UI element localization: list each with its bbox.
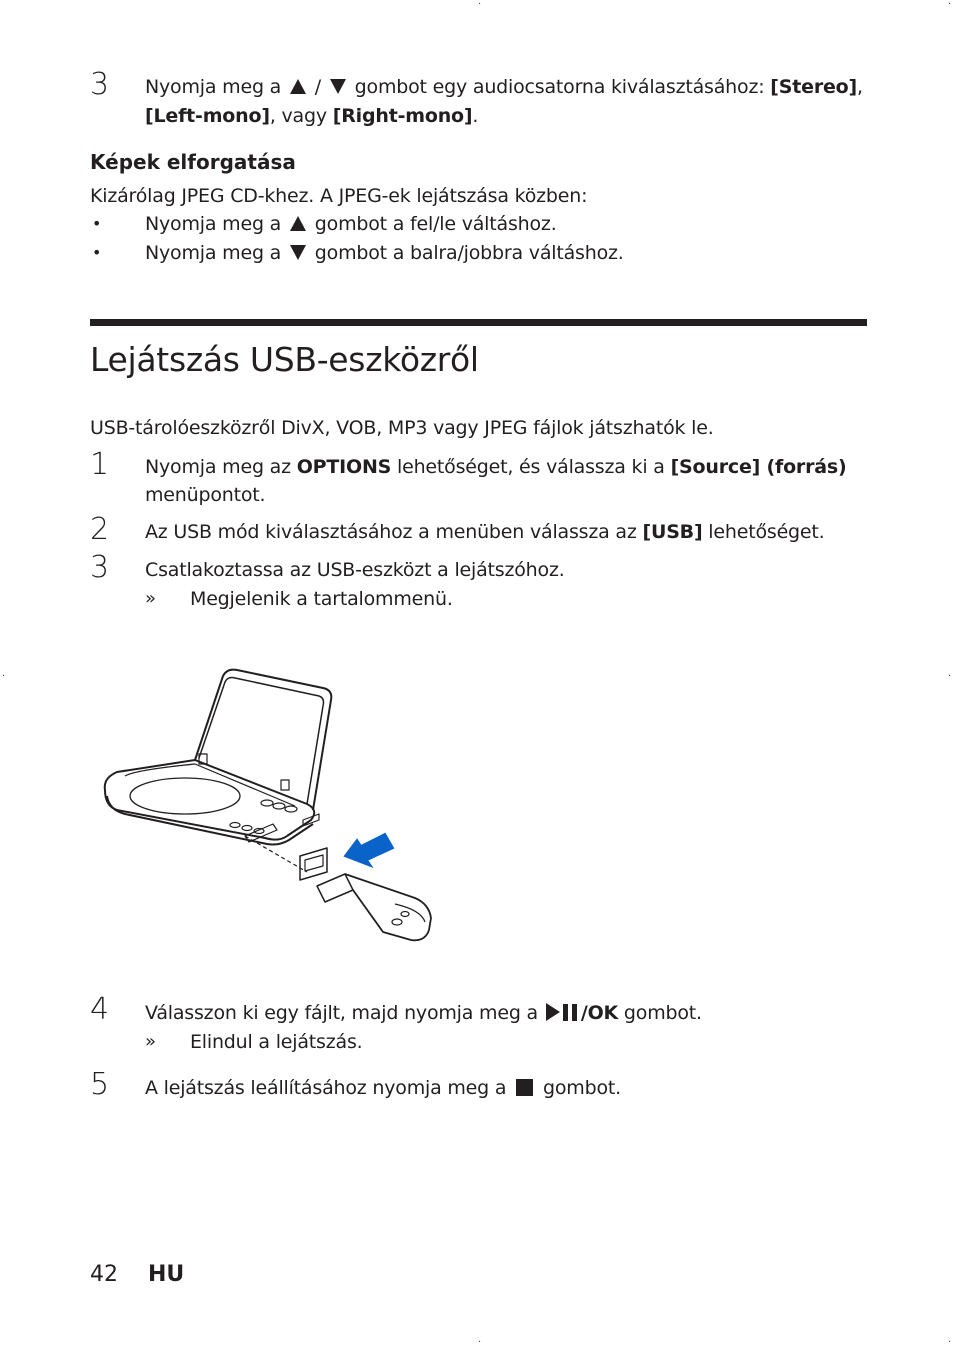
rotate-bullet-2 — [145, 241, 624, 265]
step-text-part: lehetőséget. — [708, 521, 825, 543]
up-triangle-icon — [290, 216, 306, 231]
down-triangle-icon — [330, 79, 346, 94]
step-text-part: , vagy — [269, 105, 327, 127]
step-text-part: Az USB mód kiválasztásához a menüben válassza az — [145, 521, 637, 543]
step-number: 3 — [90, 550, 110, 585]
step-number: 5 — [90, 1067, 110, 1102]
step-number: 3 — [90, 67, 110, 102]
step-text-part: gombot. — [623, 1002, 702, 1024]
bullet-dot: • — [92, 214, 102, 233]
step-text-line2 — [145, 104, 478, 128]
section-title-usb: Lejátszás USB-eszközről — [90, 340, 479, 379]
rotate-intro: Kizárólag JPEG CD-khez. A JPEG-ek lejátszása közben: — [90, 185, 588, 207]
step-text-part: Nyomja meg a — [145, 76, 282, 98]
step-number: 4 — [90, 992, 110, 1027]
step-text-part: lehetőséget, és válassza ki a — [397, 456, 665, 478]
step-number: 1 — [90, 447, 110, 482]
option-left-mono: [Left-mono] — [145, 105, 270, 127]
option-stereo: [Stereo] — [770, 76, 858, 98]
usb-intro: USB-tárolóeszközről DivX, VOB, MP3 vagy JPEG fájlok játszhatók le. — [90, 417, 714, 439]
bullet-text-part: Nyomja meg a — [145, 213, 282, 235]
usb-step-3: Csatlakoztassa az USB-eszközt a lejátszóhoz. — [145, 559, 565, 581]
step-number: 2 — [90, 512, 110, 547]
options-label: OPTIONS — [296, 456, 392, 478]
section-heading-rotate: Képek elforgatása — [90, 150, 296, 174]
usb-step-3-result: Megjelenik a tartalommenü. — [190, 588, 453, 610]
usb-label: [USB] — [642, 521, 703, 543]
result-arrow-icon: » — [145, 588, 157, 609]
rotate-bullet-1 — [145, 212, 557, 236]
crop-mark: · — [2, 671, 6, 682]
separator: / — [314, 76, 321, 98]
stop-icon — [516, 1079, 533, 1096]
crop-mark: · — [948, 1337, 952, 1348]
option-right-mono: [Right-mono] — [332, 105, 473, 127]
result-arrow-icon: » — [145, 1031, 157, 1052]
crop-mark: · — [948, 0, 952, 10]
usb-step-1 — [145, 455, 846, 479]
page-number: 42 — [90, 1262, 118, 1287]
step-text — [145, 75, 863, 99]
play-icon — [546, 1003, 560, 1021]
down-triangle-icon — [290, 245, 306, 260]
usb-connection-illustration — [95, 660, 455, 960]
screen-lid — [195, 670, 331, 810]
step-text-part: gombot. — [543, 1077, 621, 1099]
usb-step-4-result: Elindul a lejátszás. — [190, 1031, 363, 1053]
bullet-dot: • — [92, 243, 102, 262]
crop-mark: · — [478, 1337, 482, 1348]
step-text-part: Nyomja meg az — [145, 456, 291, 478]
language-code: HU — [148, 1262, 185, 1287]
crop-mark: · — [948, 671, 952, 682]
pause-icon — [563, 1004, 577, 1021]
ok-label: /OK — [580, 1002, 619, 1024]
comma: , — [857, 76, 863, 98]
period: . — [472, 105, 479, 127]
bullet-text-part: gombot a fel/le váltáshoz. — [314, 213, 557, 235]
up-triangle-icon — [290, 79, 306, 94]
usb-stick — [317, 874, 353, 902]
bullet-text-part: Nyomja meg a — [145, 242, 282, 264]
usb-step-5 — [145, 1076, 621, 1100]
usb-step-2 — [145, 520, 825, 544]
step-text-part: gombot egy audiocsatorna kiválasztásához: — [354, 76, 765, 98]
source-label: [Source] (forrás) — [670, 456, 847, 478]
step-text-part: A lejátszás leállításához nyomja meg a — [145, 1077, 507, 1099]
step-text-part: Válasszon ki egy fájlt, majd nyomja meg a — [145, 1002, 538, 1024]
bullet-text-part: gombot a balra/jobbra váltáshoz. — [314, 242, 624, 264]
usb-step-4 — [145, 1001, 702, 1025]
section-rule — [90, 319, 867, 326]
insert-arrow-icon — [345, 834, 393, 866]
disc-lid — [130, 778, 240, 814]
crop-mark: · — [478, 0, 482, 10]
usb-step-1-line2: menüpontot. — [145, 484, 266, 506]
